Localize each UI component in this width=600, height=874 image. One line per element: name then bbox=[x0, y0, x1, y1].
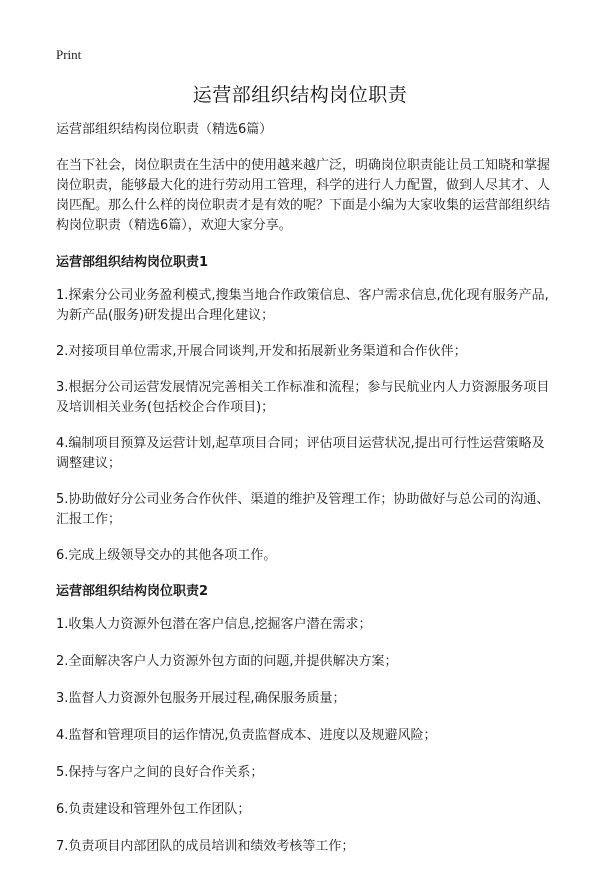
list-item: 6.负责建设和管理外包工作团队； bbox=[56, 802, 251, 817]
list-item: 6.完成上级领导交办的其他各项工作。 bbox=[56, 548, 277, 563]
list-item: 5.保持与客户之间的良好合作关系； bbox=[56, 765, 264, 780]
list-item: 7.负责项目内部团队的成员培训和绩效考核等工作； bbox=[56, 839, 355, 854]
document-title: 运营部组织结构岗位职责 bbox=[192, 84, 408, 106]
list-item: 1.收集人力资源外包潜在客户信息,挖掘客户潜在需求； bbox=[56, 617, 372, 632]
list-item: 2.全面解决客户人力资源外包方面的问题,并提供解决方案； bbox=[56, 654, 398, 669]
list-item: 4.编制项目预算及运营计划,起草项目合同；评估项目运营状况,提出可行性运营策略及调整建议； bbox=[56, 436, 545, 471]
list-item: 3.监督人力资源外包服务开展过程,确保服务质量； bbox=[56, 691, 346, 706]
section-2 bbox=[56, 582, 556, 857]
list-item: 1.探索分公司业务盈利模式,搜集当地合作政策信息、客户需求信息,优化现有服务产品,为新产品(服务)研发提出合理化建议； bbox=[56, 288, 549, 323]
section-heading: 运营部组织结构岗位职责2 bbox=[56, 584, 209, 599]
intro-paragraph: 在当下社会，岗位职责在生活中的使用越来越广泛，明确岗位职责能让员工知晓和掌握岗位职责，能够最大化的进行劳动用工管理，科学的进行人力配置，做到人尽其才、人岗匹配。那么什么样的岗位职责才是有效的呢？下面是小编为大家收集的运营部组织结构岗位职责（精选6篇），欢迎大家分享。 bbox=[56, 158, 551, 233]
section-heading: 运营部组织结构岗位职责1 bbox=[56, 255, 209, 270]
list-item: 5.协助做好分公司业务合作伙伴、渠道的维护及管理工作；协助做好与总公司的沟通、汇报工作； bbox=[56, 492, 550, 527]
document-subtitle: 运营部组织结构岗位职责（精选6篇） bbox=[56, 122, 273, 137]
section-1 bbox=[56, 253, 556, 566]
list-item: 4.监督和管理项目的运作情况,负责监督成本、进度以及规避风险； bbox=[56, 728, 437, 743]
document-body bbox=[56, 120, 556, 874]
list-item: 2.对接项目单位需求,开展合同谈判,开发和拓展新业务渠道和合作伙伴； bbox=[56, 344, 467, 359]
print-link[interactable]: Print bbox=[56, 47, 82, 62]
list-item: 3.根据分公司运营发展情况完善相关工作标准和流程；参与民航业内人力资源服务项目及培训相关业务(包括校企合作项目)； bbox=[56, 380, 550, 415]
